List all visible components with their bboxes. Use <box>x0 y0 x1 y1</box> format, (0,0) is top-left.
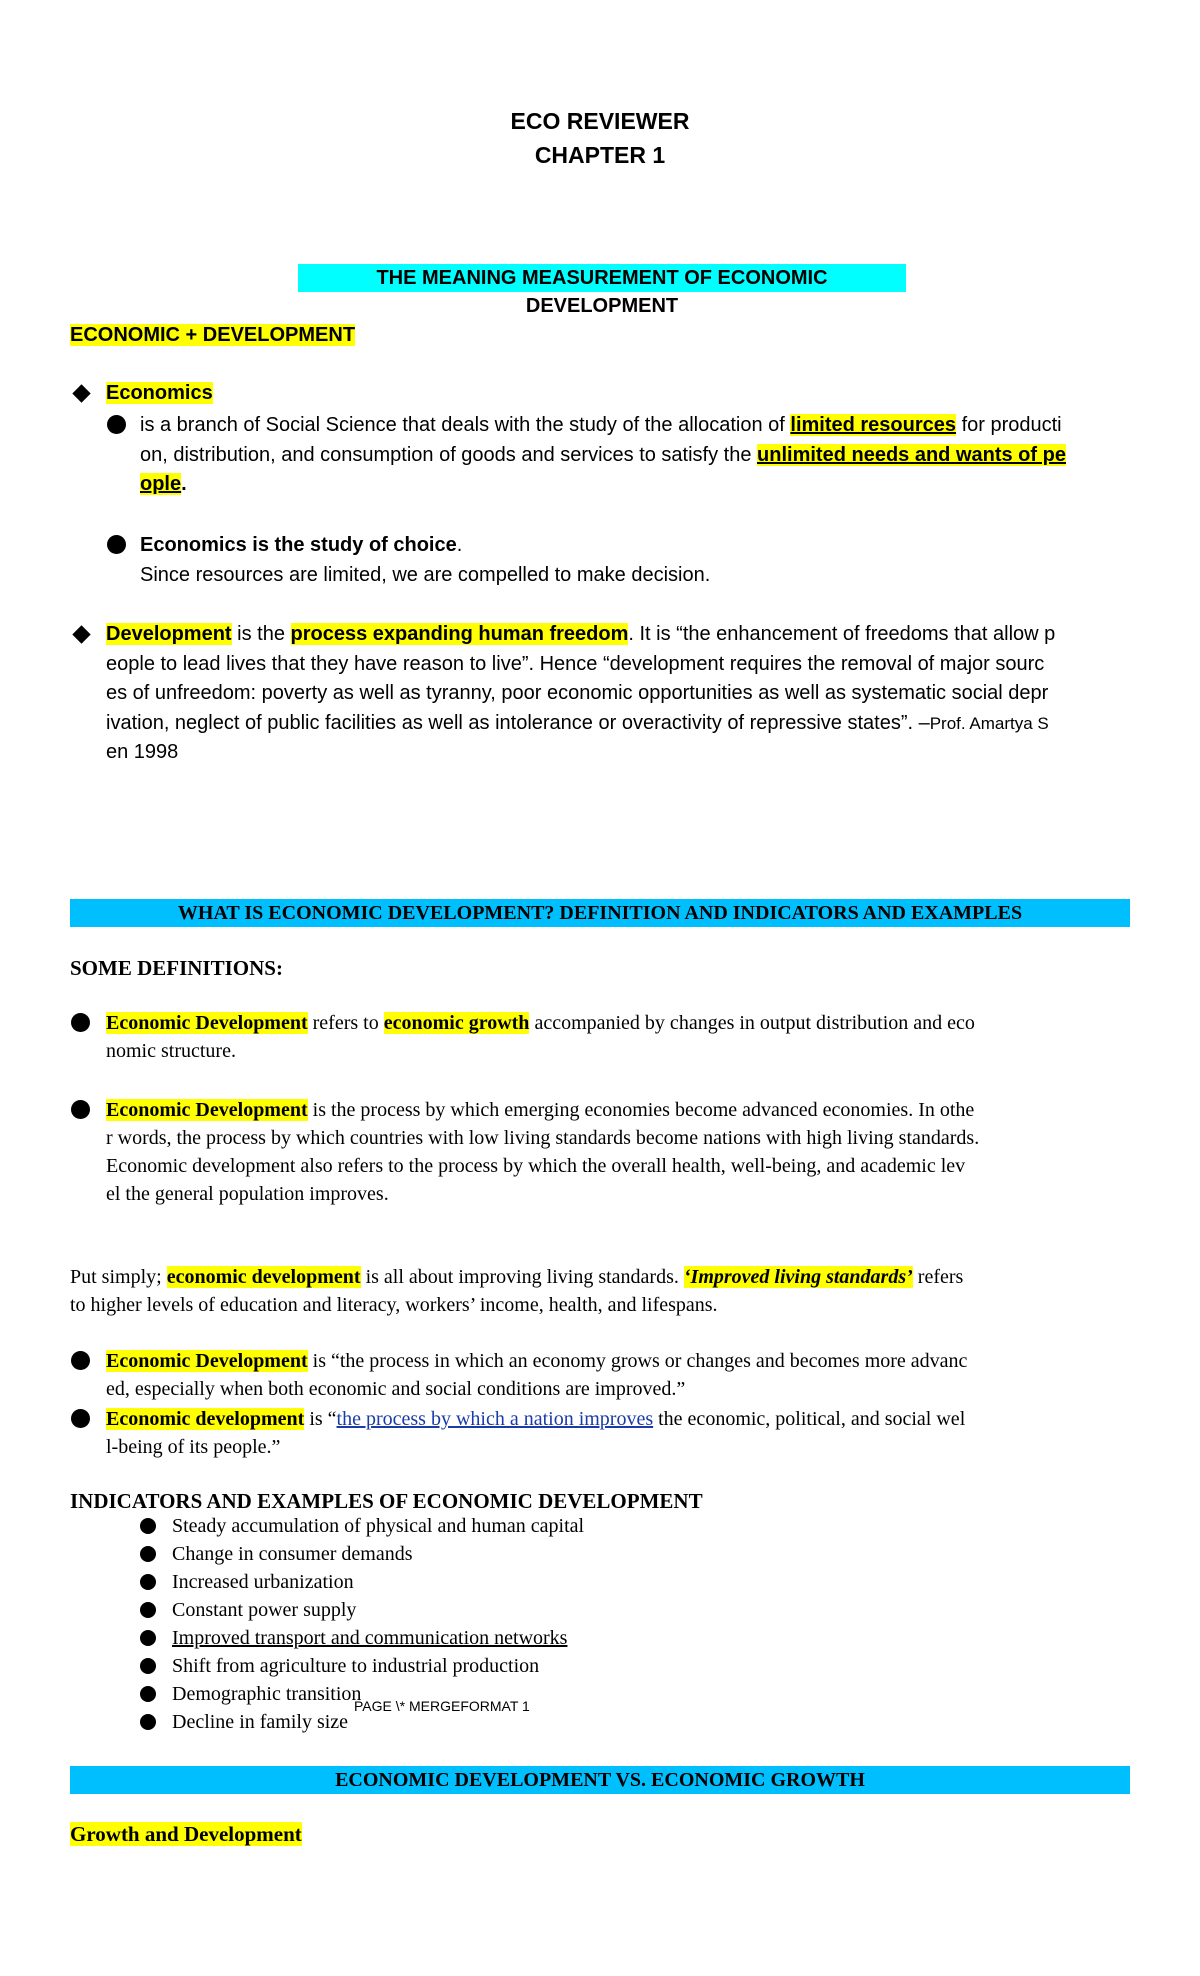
bullet-icon <box>140 1714 156 1730</box>
indicator-item: Demographic transition <box>172 1683 362 1705</box>
indicator-item: Shift from agriculture to industrial production <box>172 1655 540 1677</box>
definition-3-line2: ed, especially when both economic and social conditions are improved.” <box>106 1378 686 1400</box>
diamond-bullet-icon <box>72 384 90 402</box>
subheading-growth-and-development: Growth and Development <box>70 1822 302 1846</box>
economics-definition-line2: on, distribution, and consumption of goods and services to satisfy the unlimited needs and wants of pe <box>140 444 1066 466</box>
indicator-item: Constant power supply <box>172 1599 357 1621</box>
definition-1-line2: nomic structure. <box>106 1040 236 1062</box>
bullet-icon <box>140 1686 156 1702</box>
economics-choice-line1: Economics is the study of choice. <box>140 534 463 556</box>
subheading-some-definitions: SOME DEFINITIONS: <box>70 956 283 980</box>
put-simply-line1: Put simply; economic development is all about improving living standards. ‘Improved living standards’ refers <box>70 1266 964 1288</box>
bullet-icon <box>140 1546 156 1562</box>
bullet-icon <box>107 535 126 554</box>
development-line1: Development is the process expanding human freedom. It is “the enhancement of freedoms that allow p <box>106 623 1056 645</box>
development-line2: eople to lead lives that they have reason to live”. Hence “development requires the removal of major sourc <box>106 653 1045 675</box>
development-line5: en 1998 <box>106 741 179 763</box>
bullet-icon <box>71 1409 90 1428</box>
economics-choice-line2: Since resources are limited, we are compelled to make decision. <box>140 564 711 586</box>
bullet-icon <box>71 1351 90 1370</box>
development-line3: es of unfreedom: poverty as well as tyranny, poor economic opportunities as well as systematic social depr <box>106 682 1049 704</box>
indicators-heading: INDICATORS AND EXAMPLES OF ECONOMIC DEVELOPMENT <box>70 1489 703 1513</box>
development-line4: ivation, neglect of public facilities as well as intolerance or overactivity of repressive states”. –Prof. Amartya S <box>106 712 1049 734</box>
section-heading-meaning: THE MEANING MEASUREMENT OF ECONOMIC DEVELOPMENT <box>298 264 906 292</box>
economics-definition-line1: is a branch of Social Science that deals with the study of the allocation of limited resources for producti <box>140 414 1062 436</box>
document-title: ECO REVIEWER <box>510 108 690 134</box>
definition-3-line1: Economic Development is “the process in which an economy grows or changes and becomes more advanc <box>106 1350 968 1372</box>
bullet-icon <box>140 1574 156 1590</box>
indicator-item: Change in consumer demands <box>172 1543 413 1565</box>
definition-2-line2: r words, the process by which countries with low living standards become nations with high living standards. <box>106 1127 980 1149</box>
put-simply-line2: to higher levels of education and literacy, workers’ income, health, and lifespans. <box>70 1294 718 1316</box>
term-economics: Economics <box>106 382 213 404</box>
economics-definition-line3: ople. <box>140 473 187 495</box>
nation-improves-link[interactable]: the process by which a nation improves <box>336 1408 654 1430</box>
definition-4-line2: l-being of its people.” <box>106 1436 281 1458</box>
definition-4-line1: Economic development is “the process by which a nation improves the economic, political, and social wel <box>106 1408 966 1430</box>
definition-1-line1: Economic Development refers to economic growth accompanied by changes in output distribution and eco <box>106 1012 975 1034</box>
subheading-economic-development: ECONOMIC + DEVELOPMENT <box>70 324 356 346</box>
bullet-icon <box>140 1630 156 1646</box>
bullet-icon <box>71 1013 90 1032</box>
definition-2-line1: Economic Development is the process by which emerging economies become advanced economies. In othe <box>106 1099 975 1121</box>
bullet-icon <box>71 1100 90 1119</box>
definition-2-line3: Economic development also refers to the process by which the overall health, well-being, and academic lev <box>106 1155 966 1177</box>
definition-2-line4: el the general population improves. <box>106 1183 389 1205</box>
bullet-icon <box>140 1602 156 1618</box>
indicator-item: Improved transport and communication networks <box>172 1627 568 1649</box>
bullet-icon <box>140 1658 156 1674</box>
indicator-item: Decline in family size <box>172 1711 349 1733</box>
indicator-item: Increased urbanization <box>172 1571 354 1593</box>
indicator-item: Steady accumulation of physical and human capital <box>172 1515 585 1537</box>
section-heading-development-vs-growth: ECONOMIC DEVELOPMENT VS. ECONOMIC GROWTH <box>70 1766 1130 1794</box>
page-number-field: PAGE \* MERGEFORMAT 1 <box>354 1698 530 1714</box>
document-subtitle: CHAPTER 1 <box>534 142 666 168</box>
section-heading-what-is: WHAT IS ECONOMIC DEVELOPMENT? DEFINITION AND INDICATORS AND EXAMPLES <box>70 899 1130 927</box>
bullet-icon <box>140 1518 156 1534</box>
diamond-bullet-icon <box>72 625 90 643</box>
bullet-icon <box>107 415 126 434</box>
